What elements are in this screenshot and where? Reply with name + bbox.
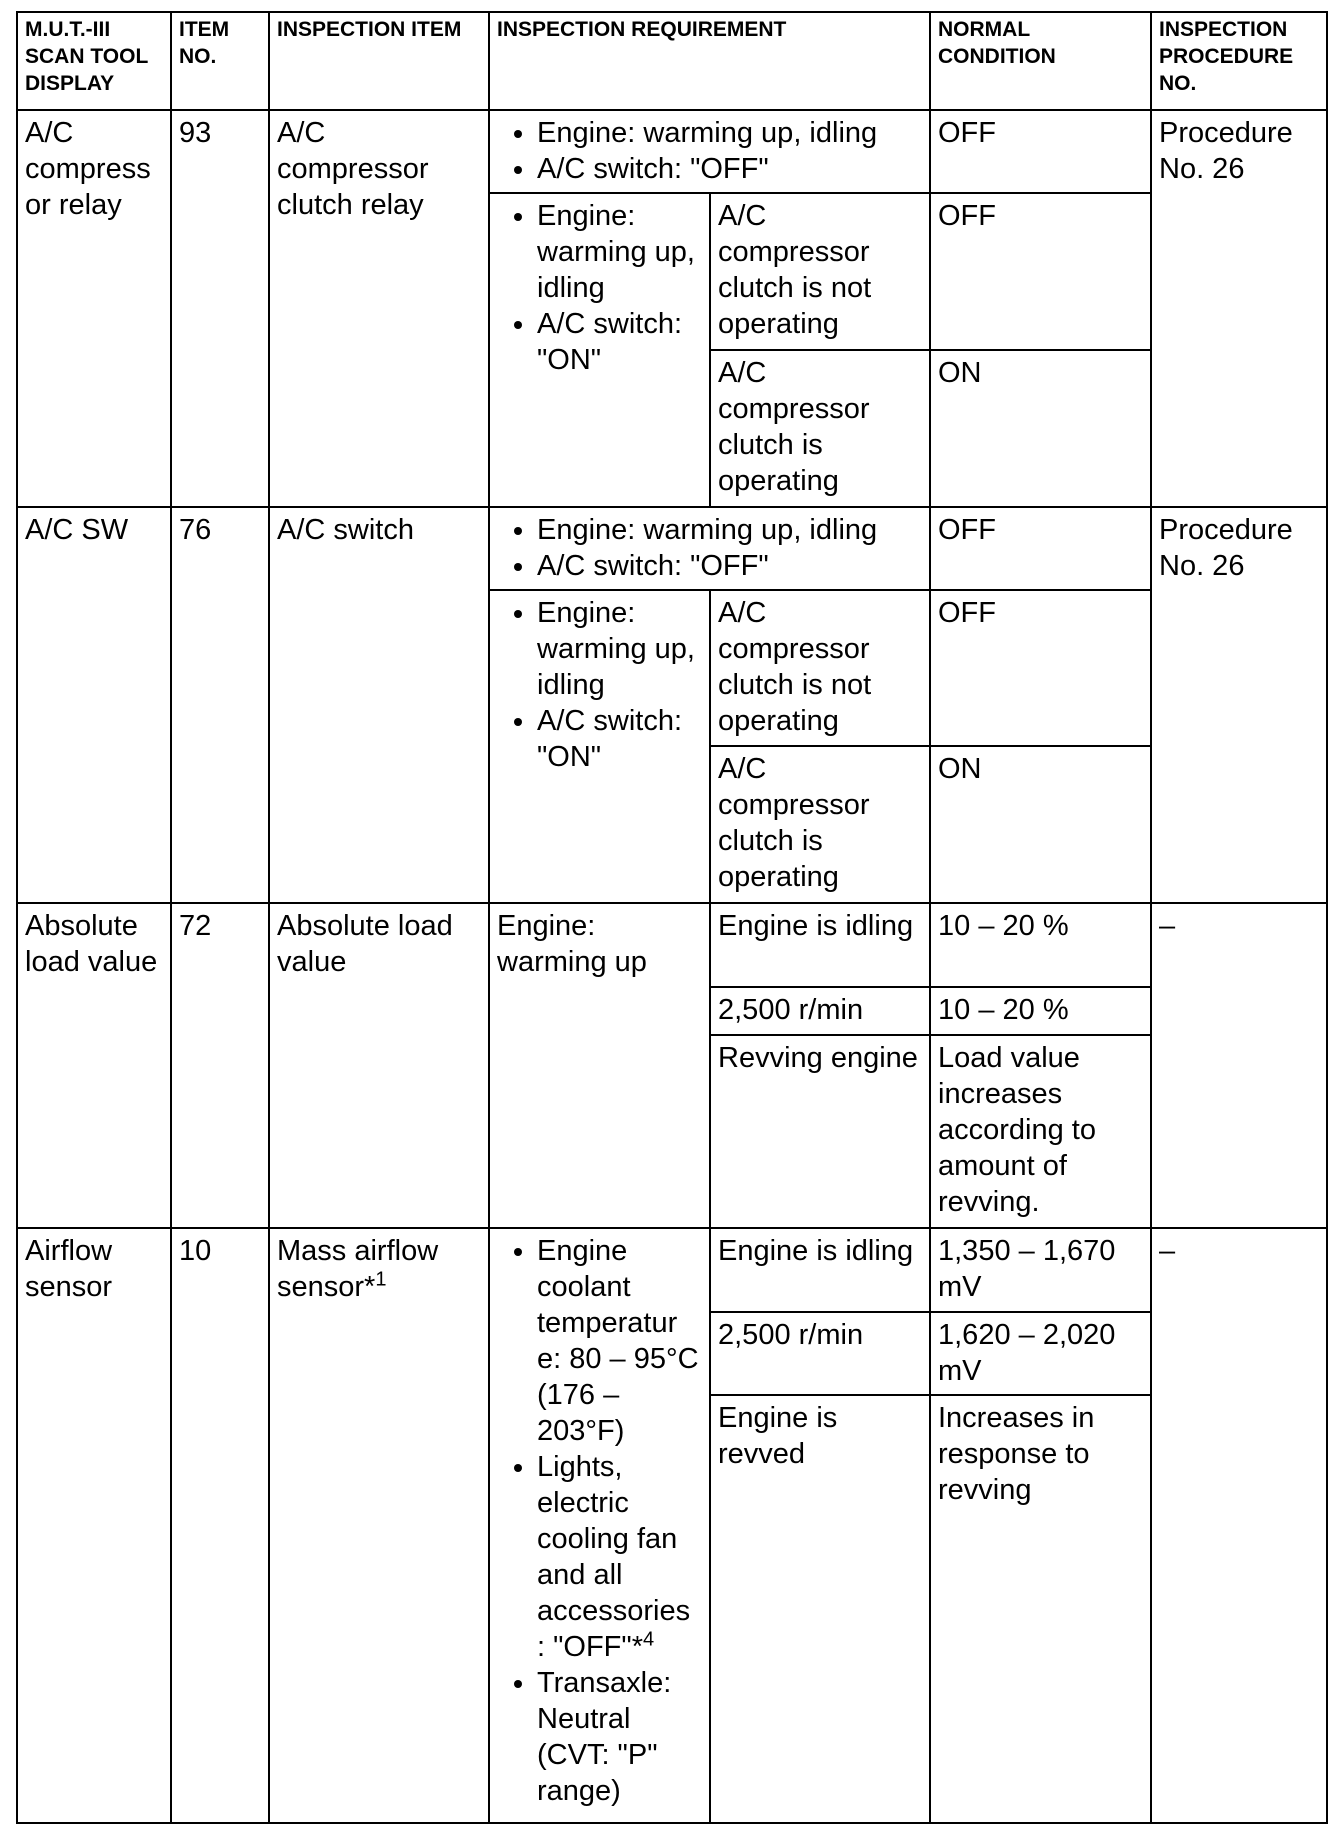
condition-cell: 2,500 r/min	[710, 1312, 930, 1395]
list-item: • Transaxle: Neutral (CVT: "P" range)	[537, 1665, 702, 1809]
normal-condition-cell: 1,620 – 2,020 mV	[930, 1312, 1151, 1395]
table-row	[17, 903, 1327, 987]
item-no-cell: 76	[171, 507, 269, 903]
list-item: • A/C switch: "ON"	[537, 703, 702, 775]
requirement-cell	[489, 590, 710, 903]
normal-condition-cell: 10 – 20 %	[930, 987, 1151, 1035]
procedure-cell: –	[1151, 903, 1327, 1228]
inspection-table	[16, 11, 1328, 1824]
requirement-cell	[489, 110, 930, 193]
procedure-cell: Procedure No. 26	[1151, 110, 1327, 507]
footnote-ref: 1	[375, 1268, 387, 1291]
normal-condition-cell: OFF	[930, 110, 1151, 193]
procedure-cell: –	[1151, 1228, 1327, 1823]
condition-cell: Engine is idling	[710, 1228, 930, 1312]
header-item-no: ITEM NO.	[171, 12, 269, 110]
header-procedure-no: INSPECTION PROCEDURE NO.	[1151, 12, 1327, 110]
list-item: • Engine: warming up, idling	[537, 595, 702, 703]
list-item: • A/C switch: "OFF"	[537, 151, 922, 187]
inspection-item-text: Mass airflow sensor*	[277, 1235, 439, 1303]
item-no-cell: 93	[171, 110, 269, 507]
requirement-list	[497, 115, 922, 187]
list-item: • Engine: warming up, idling	[537, 115, 922, 151]
condition-cell: A/C compressor clutch is operating	[710, 350, 930, 507]
condition-cell: Engine is idling	[710, 903, 930, 987]
normal-condition-cell: OFF	[930, 507, 1151, 590]
table-row	[17, 110, 1327, 193]
normal-condition-cell: ON	[930, 350, 1151, 507]
normal-condition-cell: Load value increases according to amount of revving.	[930, 1035, 1151, 1228]
inspection-item-cell: Absolute load value	[269, 903, 489, 1228]
normal-condition-cell: OFF	[930, 590, 1151, 746]
normal-condition-cell: OFF	[930, 193, 1151, 350]
requirement-list	[497, 198, 702, 378]
normal-condition-cell: Increases in response to revving	[930, 1395, 1151, 1823]
normal-condition-cell: ON	[930, 746, 1151, 903]
requirement-list	[497, 595, 702, 775]
requirement-cell	[489, 1228, 710, 1823]
list-item: • Engine: warming up, idling	[537, 512, 922, 548]
condition-cell: A/C compressor clutch is operating	[710, 746, 930, 903]
normal-condition-cell: 10 – 20 %	[930, 903, 1151, 987]
requirement-cell: Engine: warming up	[489, 903, 710, 1228]
list-item	[537, 1449, 702, 1665]
condition-cell: 2,500 r/min	[710, 987, 930, 1035]
table-row	[17, 507, 1327, 590]
requirement-list	[497, 512, 922, 584]
header-normal-condition: NORMAL CONDITION	[930, 12, 1151, 110]
inspection-item-cell	[269, 1228, 489, 1823]
header-inspection-requirement: INSPECTION REQUIREMENT	[489, 12, 930, 110]
list-item: • A/C switch: "ON"	[537, 306, 702, 378]
list-item: • A/C switch: "OFF"	[537, 548, 922, 584]
list-item-text: Lights, electric cooling fan and all accessories : "OFF"*	[537, 1451, 691, 1663]
item-no-cell: 10	[171, 1228, 269, 1823]
table-row	[17, 1228, 1327, 1312]
inspection-item-cell: A/C switch	[269, 507, 489, 903]
header-row	[17, 12, 1327, 110]
requirement-cell	[489, 193, 710, 507]
procedure-cell: Procedure No. 26	[1151, 507, 1327, 903]
item-no-cell: 72	[171, 903, 269, 1228]
display-cell: Airflow sensor	[17, 1228, 171, 1823]
condition-cell: A/C compressor clutch is not operating	[710, 193, 930, 350]
list-item: • Engine coolant temperatur e: 80 – 95°C (176 – 203°F)	[537, 1233, 702, 1449]
display-cell: Absolute load value	[17, 903, 171, 1228]
display-cell: A/C compress or relay	[17, 110, 171, 507]
header-inspection-item: INSPECTION ITEM	[269, 12, 489, 110]
requirement-list	[497, 1233, 702, 1809]
display-cell: A/C SW	[17, 507, 171, 903]
footnote-ref: 4	[642, 1628, 655, 1651]
list-item: • Engine: warming up, idling	[537, 198, 702, 306]
condition-cell: A/C compressor clutch is not operating	[710, 590, 930, 746]
normal-condition-cell: 1,350 – 1,670 mV	[930, 1228, 1151, 1312]
requirement-cell	[489, 507, 930, 590]
inspection-item-cell: A/C compressor clutch relay	[269, 110, 489, 507]
header-scan-tool-display: M.U.T.-III SCAN TOOL DISPLAY	[17, 12, 171, 110]
condition-cell: Engine is revved	[710, 1395, 930, 1823]
condition-cell: Revving engine	[710, 1035, 930, 1228]
